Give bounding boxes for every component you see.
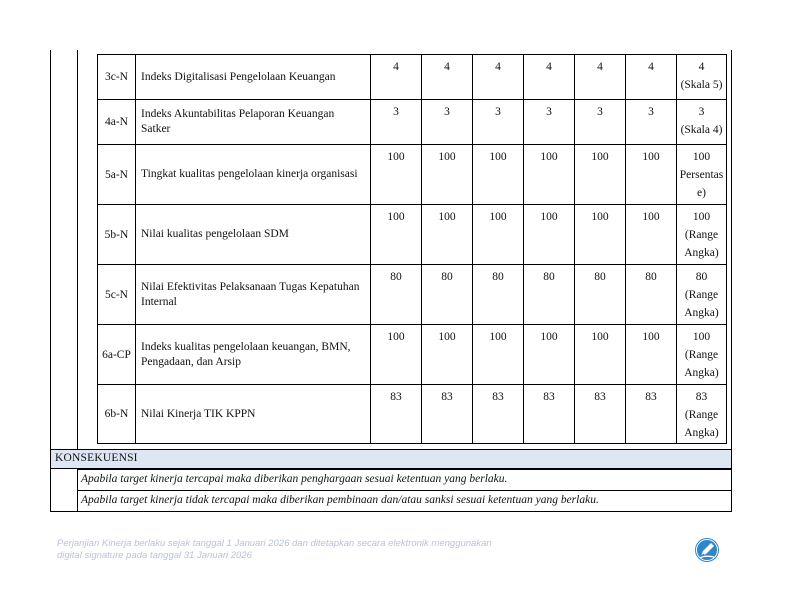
indicator-desc: Nilai Kinerja TIK KPPN [136, 385, 371, 444]
scale-note: (Skala 5) [680, 79, 723, 91]
target-value: 100 [575, 325, 626, 385]
target-value: 100 [422, 145, 473, 205]
target-value: 100 [422, 205, 473, 265]
indicator-desc: Indeks Akuntabilitas Pelaporan Keuangan Satker [136, 100, 371, 145]
scale-note: (Skala 4) [680, 124, 723, 136]
target-value: 83 [524, 385, 575, 444]
target-value: 80 [524, 265, 575, 325]
consequences-heading: KONSEKUENSI [51, 449, 731, 469]
final-value: 100 [692, 211, 711, 223]
target-value: 100 [473, 205, 524, 265]
final-value: 100 [692, 331, 711, 343]
indicator-table [97, 54, 727, 444]
target-value: 3 [473, 100, 524, 145]
scale-note: (Range Angka) [684, 289, 719, 319]
table-row [98, 385, 727, 444]
target-value: 100 [626, 145, 677, 205]
target-value: 4 [473, 55, 524, 100]
target-value: 100 [575, 145, 626, 205]
indicator-code: 5a-N [98, 145, 136, 205]
indicator-desc: Tingkat kualitas pengelolaan kinerja organisasi [136, 145, 371, 205]
target-value: 80 [422, 265, 473, 325]
scale-note: (Range Angka) [684, 349, 719, 379]
target-value: 80 [473, 265, 524, 325]
target-value: 83 [422, 385, 473, 444]
table-row [98, 145, 727, 205]
column-divider [77, 50, 78, 449]
table-row [98, 100, 727, 145]
indicator-desc: Nilai Efektivitas Pelaksanaan Tugas Kepatuhan Internal [136, 265, 371, 325]
target-value: 4 [422, 55, 473, 100]
target-value: 100 [626, 325, 677, 385]
target-value: 80 [575, 265, 626, 325]
target-value: 100 [473, 325, 524, 385]
indicator-code: 5c-N [98, 265, 136, 325]
indicator-desc: Indeks kualitas pengelolaan keuangan, BMN, Pengadaan, dan Arsip [136, 325, 371, 385]
table-row [98, 55, 727, 100]
final-target [677, 100, 727, 145]
final-value: 100 [692, 151, 711, 163]
target-value: 100 [575, 205, 626, 265]
indicator-code: 4a-N [98, 100, 136, 145]
target-value: 3 [524, 100, 575, 145]
target-value: 100 [473, 145, 524, 205]
indicator-desc: Indeks Digitalisasi Pengelolaan Keuangan [136, 55, 371, 100]
target-value: 83 [371, 385, 422, 444]
target-value: 3 [575, 100, 626, 145]
footer-line: digital signature pada tanggal 31 Januari 2026 [57, 550, 252, 561]
target-value: 80 [626, 265, 677, 325]
target-value: 100 [524, 325, 575, 385]
target-value: 100 [371, 325, 422, 385]
consequence-item: Apabila target kinerja tercapai maka diberikan penghargaan sesuai ketentuan yang berlaku. [77, 469, 732, 489]
scale-note: (Range Angka) [684, 409, 719, 439]
final-target [677, 325, 727, 385]
final-target [677, 385, 727, 444]
indicator-desc: Nilai kualitas pengelolaan SDM [136, 205, 371, 265]
target-value: 100 [422, 325, 473, 385]
indicator-code: 3c-N [98, 55, 136, 100]
table-row [98, 205, 727, 265]
indicator-code: 6a-CP [98, 325, 136, 385]
final-value: 4 [698, 61, 705, 73]
target-value: 3 [422, 100, 473, 145]
final-target [677, 55, 727, 100]
table-row [98, 325, 727, 385]
final-target [677, 145, 727, 205]
indicator-code: 5b-N [98, 205, 136, 265]
target-value: 80 [371, 265, 422, 325]
footer-line: Perjanjian Kinerja berlaku sejak tanggal 1 Januari 2026 dan ditetapkan secara elektronik menggunakan [57, 538, 492, 549]
target-value: 100 [524, 145, 575, 205]
scale-note: Persentas e) [679, 169, 724, 199]
target-value: 83 [473, 385, 524, 444]
target-value: 4 [524, 55, 575, 100]
final-value: 80 [695, 271, 708, 283]
target-value: 100 [371, 145, 422, 205]
final-value: 83 [695, 391, 708, 403]
table-row [98, 265, 727, 325]
signature-pen-icon [694, 537, 720, 563]
target-value: 4 [575, 55, 626, 100]
footer-note [57, 538, 577, 562]
final-target [677, 205, 727, 265]
target-value: 4 [371, 55, 422, 100]
target-value: 100 [524, 205, 575, 265]
indicator-code: 6b-N [98, 385, 136, 444]
target-value: 3 [626, 100, 677, 145]
target-value: 100 [371, 205, 422, 265]
target-value: 100 [626, 205, 677, 265]
final-value: 3 [698, 106, 705, 118]
target-value: 4 [626, 55, 677, 100]
consequence-item: Apabila target kinerja tidak tercapai maka diberikan pembinaan dan/atau sanksi sesuai ketentuan yang berlaku. [77, 490, 732, 510]
scale-note: (Range Angka) [684, 229, 719, 259]
final-target [677, 265, 727, 325]
target-value: 83 [575, 385, 626, 444]
target-value: 83 [626, 385, 677, 444]
target-value: 3 [371, 100, 422, 145]
